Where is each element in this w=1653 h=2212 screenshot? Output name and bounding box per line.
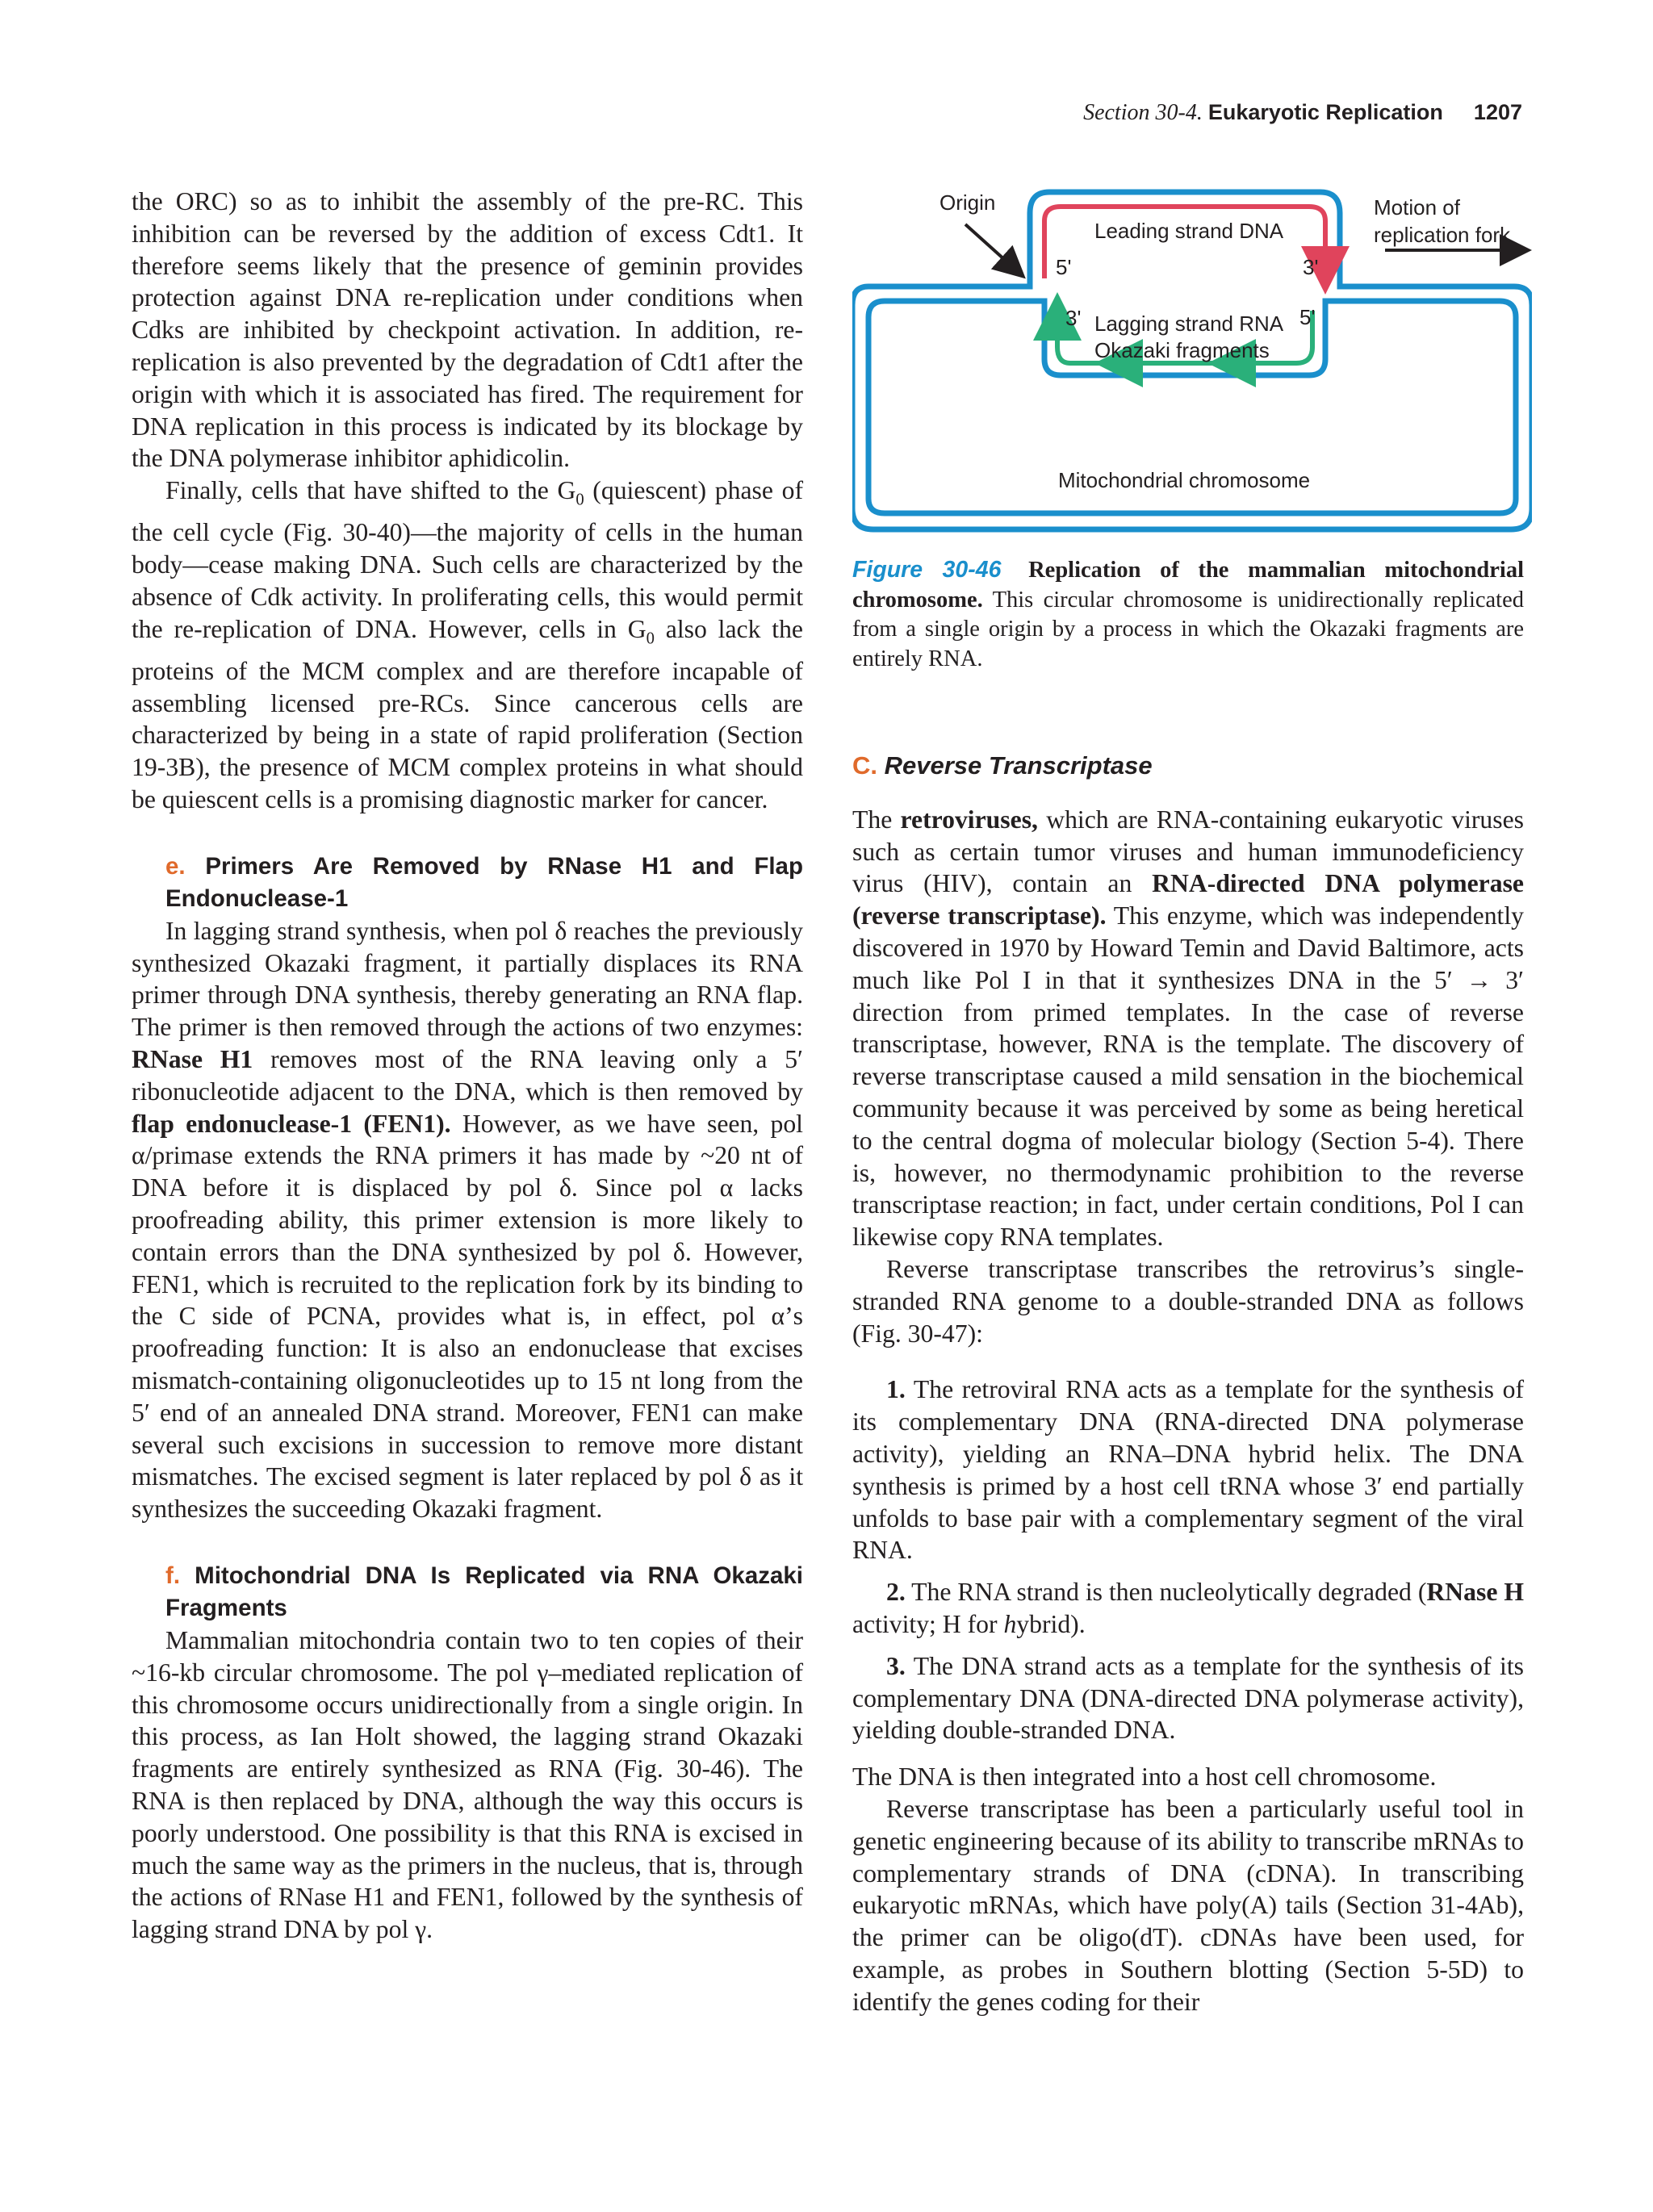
- section-heading-c: C. Reverse Transcriptase: [852, 751, 1153, 780]
- fork-motion-label-2: replication fork: [1374, 223, 1511, 247]
- leading-3prime-label: 3': [1303, 255, 1319, 279]
- chromosome-label: Mitochondrial chromosome: [1058, 468, 1311, 492]
- subsection-heading-f: f. Mitochondrial DNA Is Replicated via RNA Okazaki Fragments: [165, 1562, 803, 1621]
- origin-pointer-arrow: [965, 224, 1014, 268]
- paragraph: Finally, cells that have shifted to the $G_0$ (quiescent) phase of the cell cycle (Fig. 30-40)—the majority of cells in the human body—cease making DNA. Such cells are characterized by the absence of Cdk activity. In proliferating cells, this would permit the re-replication of DNA. However, cells in $G_0$ also lack the proteins of the MCM complex and are therefore incapable of assembling licensed pre-RCs. Since cancerous cells are characterized by being in a state of rapid proliferation (Section 19-3B), the presence of MCM complex proteins in what should be quiescent cells is a promising diagnostic marker for cancer.: [132, 476, 803, 813]
- paragraph: Reverse transcriptase transcribes the retrovirus’s single-stranded RNA genome to a double-stranded DNA as follows (Fig. 30-47):: [852, 1254, 1524, 1348]
- fork-motion-label-1: Motion of: [1374, 195, 1460, 220]
- figure-30-46-diagram: [852, 186, 1532, 533]
- section-title: Eukaryotic Replication: [1207, 100, 1443, 124]
- figure-caption: Figure 30-46 Replication of the mammalian mitochondrial chromosome. This circular chromosome is unidirectionally replicated from a single origin by a process in which the Okazaki fragments are entirely RNA.: [852, 557, 1525, 671]
- list-item: 3. The DNA strand acts as a template for the synthesis of its complementary DNA (DNA-directed DNA polymerase activity), yielding double-stranded DNA.: [852, 1651, 1524, 1745]
- paragraph: Reverse transcriptase has been a particularly useful tool in genetic engineering because of its ability to transcribe mRNAs to complementary strands of DNA (cDNA). In transcribing eukaryotic mRNAs, which have poly(A) tails (Section 31-4Ab), the primer can be oligo(dT). cDNAs have been used, for example, as probes in Southern blotting (Section 5-5D) to identify the genes coding for their: [852, 1794, 1524, 2016]
- paragraph: The DNA is then integrated into a host cell chromosome.: [852, 1762, 1437, 1792]
- origin-label: Origin: [939, 190, 996, 215]
- page-number: 1207: [1473, 100, 1522, 124]
- left-column: [132, 186, 803, 1946]
- list-item: 2. The RNA strand is then nucleolytically degraded (RNase H activity; H for hybrid).: [852, 1578, 1525, 1638]
- paragraph: the ORC) so as to inhibit the assembly of the pre-RC. This inhibition can be reversed by the addition of excess Cdt1. It therefore seems likely that the presence of geminin provides protection against DNA re-replication under conditions when Cdks are inhibited by checkpoint activation. In addition, re-replication is also prevented by the degradation of Cdt1 after the origin with which it is associated has fired. The requirement for DNA replication in this process is indicated by its blockage by the DNA polymerase inhibitor aphidicolin.: [132, 187, 803, 473]
- list-item: 1. The retroviral RNA acts as a template for the synthesis of its complementary DNA (RNA-directed DNA polymerase activity), yielding an RNA–DNA hybrid helix. The DNA synthesis is primed by a host cell tRNA whose 3′ end partially unfolds to base pair with a complementary segment of the viral RNA.: [852, 1375, 1524, 1565]
- running-header: [1083, 100, 1522, 132]
- mitochondrial-replication-svg: [852, 186, 1532, 533]
- subsection-heading-e: e. Primers Are Removed by RNase H1 and Flap Endonuclease-1: [165, 852, 803, 912]
- paragraph: In lagging strand synthesis, when pol δ reaches the previously synthesized Okazaki fragment, it partially displaces its RNA primer through DNA synthesis, thereby generating an RNA flap. The primer is then removed through the actions of two enzymes: RNase H1 removes most of the RNA leaving only a 5′ ribonucleotide adjacent to the DNA, which is then removed by flap endonuclease-1 (FEN1). However, as we have seen, pol α/primase extends the RNA primers it has made by ~20 nt of DNA before it is displaced by pol δ. Since pol α lacks proofreading ability, this primer extension is more likely to contain errors than the DNA synthesized by pol δ. However, FEN1, which is recruited to the replication fork by its binding to the C side of PCNA, provides what is, in effect, pol α’s proofreading function: It is also an endonuclease that excises mismatch-containing oligonucleotides up to 15 nt long from the 5′ end of an annealed DNA strand. Moreover, FEN1 can make several such excisions in succession to remove more distant mismatches. The excised segment is later replaced by pol δ as it synthesizes the succeeding Okazaki fragment.: [132, 916, 803, 1524]
- figure-label: Figure 30-46: [852, 557, 1002, 583]
- paragraph: Mammalian mitochondria contain two to ten copies of their ~16-kb circular chromosome. The pol γ–mediated replication of this chromosome occurs unidirectionally from a single origin. In this process, as Ian Holt showed, the lagging strand Okazaki fragments are entirely synthesized as RNA (Fig. 30-46). The RNA is then replaced by DNA, although the way this occurs is poorly understood. One possibility is that this RNA is excised in much the same way as the primers in the nucleus, that is, through the actions of RNase H1 and FEN1, followed by the synthesis of lagging strand DNA by pol γ.: [132, 1625, 803, 1944]
- okazaki-fragments-label: Okazaki fragments: [1094, 338, 1270, 362]
- reverse-transcription-steps: [852, 1374, 1524, 1746]
- leading-strand-label: Leading strand DNA: [1094, 219, 1284, 243]
- section-reference: Section 30-4. Eukaryotic Replication: [1083, 100, 1443, 125]
- lagging-5prime-label: 5': [1299, 305, 1316, 329]
- right-column: [852, 186, 1524, 2018]
- lagging-strand-label: Lagging strand RNA: [1094, 312, 1284, 336]
- lagging-3prime-label: 3': [1065, 306, 1082, 330]
- paragraph: The retroviruses, which are RNA-containing eukaryotic viruses such as certain tumor viruses and human immunodeficiency virus (HIV), contain an RNA-directed DNA polymerase (reverse transcriptase). This enzyme, which was independently discovered in 1970 by Howard Temin and David Baltimore, acts much like Pol I in that it synthesizes DNA in the 5′ → 3′ direction from primed templates. In the case of reverse transcriptase, however, RNA is the template. The discovery of reverse transcriptase caused a mild sensation in the biochemical community because it was perceived by some as being heretical to the central dogma of molecular biology (Section 5-4). There is, however, no thermodynamic prohibition to the reverse transcriptase reaction; in fact, under certain conditions, Pol I can likewise copy RNA templates.: [852, 805, 1524, 1252]
- leading-5prime-label: 5': [1056, 255, 1072, 279]
